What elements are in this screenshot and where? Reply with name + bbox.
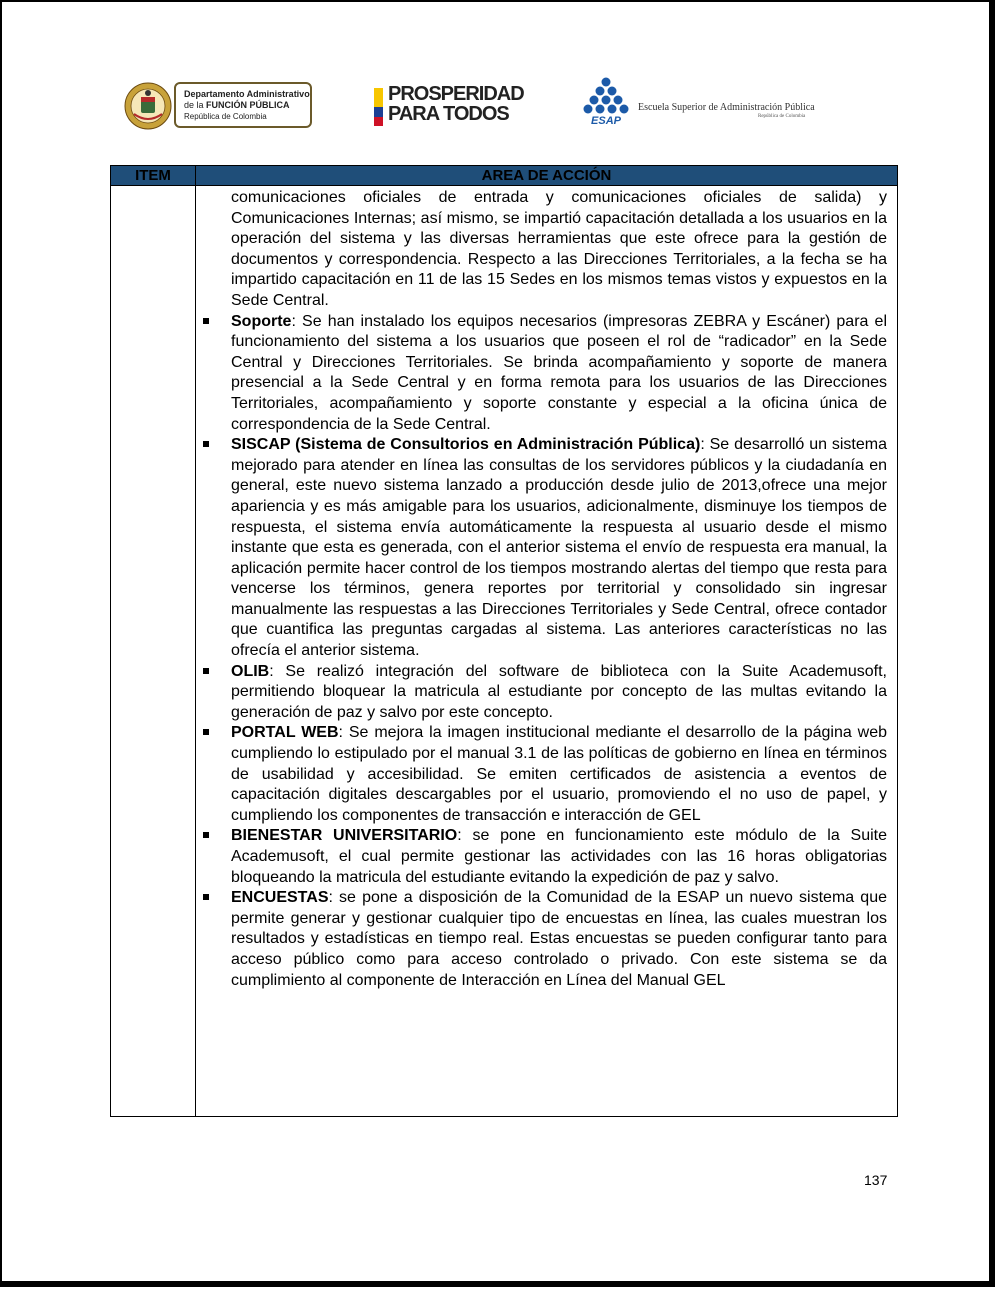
list-item: PORTAL WEB: Se mejora la imagen institucional mediante el desarrollo de la página web cumpliendo lo estipulado por el manual 3.1 de las políticas de gobierno en línea en términos de usabilidad y accesibilidad. Se emiten certificados de asistencia a eventos de capacitación digitales descargables por el usuario, promoviendo el no uso de papel, y cumpliendo los componentes de transacción e interacción de GEL bbox=[231, 723, 887, 826]
esap-name: Escuela Superior de Administración Pública bbox=[638, 102, 815, 113]
page-number: 137 bbox=[864, 1172, 888, 1188]
logo-line-1: Departamento Administrativo bbox=[184, 89, 310, 99]
column-divider bbox=[195, 166, 196, 1116]
list-item: Soporte: Se han instalado los equipos necesarios (impresoras ZEBRA y Escáner) para el funcionamiento del sistema a los usuarios que poseen el rol de “radicador” en la Sede Central y Direcciones Territoriales. Se brinda acompañamiento y soporte de manera presencial a la Sede Central y en forma remota para los usuarios de las Direcciones Territoriales, acompañamiento y soporte constante y especial a la oficina única de correspondencia de la Sede Central. bbox=[231, 312, 887, 436]
bullet-icon bbox=[203, 668, 209, 674]
bullet-icon bbox=[203, 894, 209, 900]
bullet-icon bbox=[203, 729, 209, 735]
funcion-publica-logo bbox=[124, 80, 316, 134]
bullet-icon bbox=[203, 832, 209, 838]
intro-paragraph: comunicaciones oficiales de entrada y comunicaciones oficiales de salida) y Comunicaciones Internas; así mismo, se impartió capacitación detallada a los usuarios en la operación del sistema y las diversas herramientas que este ofrece para la gestión de documentos y correspondencia. Respecto a las Direcciones Territoriales, a la fecha se ha impartido capacitación en 11 de las 15 Sedes en los mismos temas vistos y expuestos en la Sede Central. bbox=[231, 189, 887, 309]
logo-line-2: de la FUNCIÓN PÚBLICA bbox=[184, 100, 290, 110]
list-item: ENCUESTAS: se pone a disposición de la Comunidad de la ESAP un nuevo sistema que permite generar y gestionar cualquier tipo de encuestas en línea, las cuales muestran los resultados y estadísticas en tiempo real. Estas encuestas se pueden configurar tanto para acceso público como para acceso controlado o privado. Con este sistema se da cumplimiento al componente de Interacción en Línea del Manual GEL bbox=[231, 888, 887, 991]
esap-dots-icon bbox=[580, 76, 632, 126]
prosperidad-text: PROSPERIDAD PARA TODOS bbox=[388, 83, 524, 125]
list-item: OLIB: Se realizó integración del software de biblioteca con la Suite Academusoft, permitiendo bloquear la matricula al estudiante por concepto de las multas evitando la generación de paz y salvo por este concepto. bbox=[231, 662, 887, 724]
header-area: AREA DE ACCIÓN bbox=[481, 167, 612, 184]
colombia-flag-icon bbox=[374, 88, 383, 126]
action-list bbox=[231, 312, 887, 992]
prosperidad-logo bbox=[374, 83, 534, 130]
bullet-icon bbox=[203, 318, 209, 324]
table-header bbox=[111, 166, 897, 186]
esap-logo bbox=[580, 76, 820, 128]
esap-subtitle: República de Colombia bbox=[758, 114, 806, 119]
funcion-publica-label-box bbox=[174, 82, 312, 128]
header-item: ITEM bbox=[135, 167, 171, 184]
list-item: SISCAP (Sistema de Consultorios en Administración Pública): Se desarrolló un sistema mejorado para atender en línea las consultas de los servidores públicos y la ciudadanía en general, este nuevo sistema lanzado a producción desde julio de 2013,ofrece una mejor apariencia y es más amigable para los usuarios, adicionalmente, disminuye los tiempos de respuesta, el sistema envía automáticamente la respuesta al usuario desde el mismo instante que esta es generada, con el anterior sistema el envío de respuesta era manual, la aplicación permite hacer control de los tiempos mostrando alertas del tiempo que resta para vencerse los términos, genera reportes por territorial y consolidado sin ingresar manualmente las respuestas a las Direcciones Territoriales y Sede Central, ofrece contador que cuantifica las preguntas cargadas al sistema. Las anteriores características no las ofrecía el anterior sistema. bbox=[231, 435, 887, 662]
list-item: BIENESTAR UNIVERSITARIO: se pone en funcionamiento este módulo de la Suite Academusoft, el cual permite gestionar las actividades con las 16 horas obligatorias bloqueando la matricula del estudiante evitando la expedición de paz y salvo. bbox=[231, 826, 887, 888]
esap-acronym: ESAP bbox=[591, 115, 621, 126]
bullet-icon bbox=[203, 441, 209, 447]
area-cell-content bbox=[231, 188, 887, 991]
action-area-table bbox=[110, 165, 898, 1117]
colombia-seal-icon bbox=[124, 82, 172, 130]
logo-line-3: República de Colombia bbox=[184, 112, 267, 121]
